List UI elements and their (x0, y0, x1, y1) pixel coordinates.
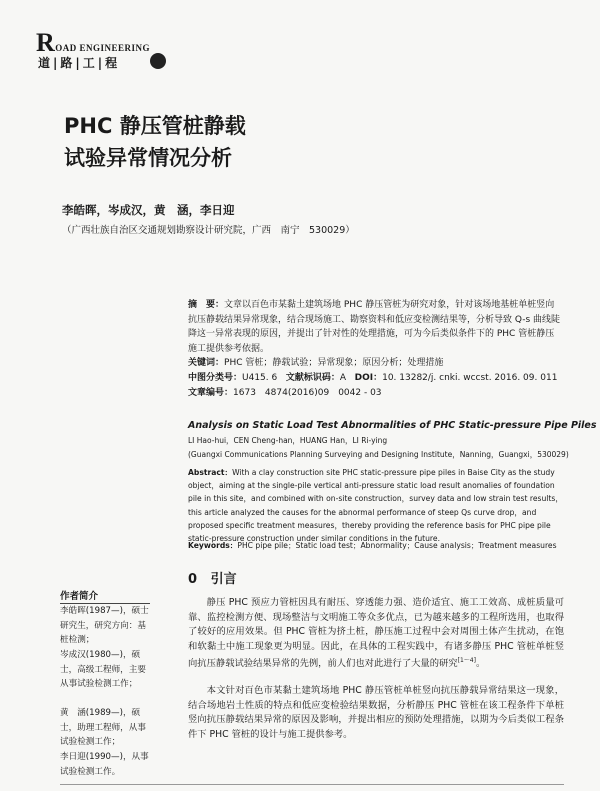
footer-divider (60, 784, 564, 785)
author-bio-1: 李皓晖(1987—)，硕士研究生，研究方向：基桩检测； (60, 606, 149, 646)
abstract-label: 摘 要： (188, 300, 225, 310)
article-number-line (188, 386, 560, 401)
reference-citation: [1～4] (457, 657, 476, 665)
section-heading (188, 568, 237, 587)
english-abstract-label: Abstract： (188, 468, 233, 477)
abstract-body: 文章以百色市某黏土建筑场地 PHC 静压管桩为研究对象，针对该场地基桩单桩竖向抗压静载结果异常现象，结合现场施工、勘察资料和低应变检测结果等，分析导致 Q-s 曲线陡降这一异常表现的原因，并提出了针对性的处理措施，可为今后类似条件下的 PHC 管桩静压施工提供参考依据。 (188, 300, 560, 354)
english-abstract-body: With a clay construction site PHC static-pressure pipe piles in Baise City as the study object，aiming at the single-pile vertical anti-pressure static load result anomalies of foundation pile in this site，and combined with on-site construction，survey data and low strain test results，this article analyzed the causes for the abnormal performance of steep Qs curve drop，and proposed specific treatment measures，thereby providing the reference basis for PHC pipe pile static-pressure construction under similar conditions in the future. (188, 468, 563, 544)
article-label: 文章编号： (188, 388, 234, 398)
journal-initial: R (36, 28, 56, 57)
author-bio-4: 李日迎(1990—)，从事试验检测工作。 (60, 752, 149, 777)
author-list: 李皓晖，岑成汉，黄 涵，李日迎 (62, 203, 235, 217)
doi-value: 10. 13282/j. cnki. wccst. 2016. 09. 011 (382, 373, 558, 383)
paragraph-1-text: 静压 PHC 预应力管桩因具有耐压、穿透能力强、造价适宜、施工工效高、成桩质量可靠、监控检测方便、现场整洁与文明施工等众多优点，已为越来越多的工程所选用，也取得了较好的应用效果。但 PHC 管桩为挤土桩，静压施工过程中会对周围土体产生扰动，在饱和软黏土中施工现象更为明显。因此，在具体的工程实践中，有诸多静压 PHC 管桩单桩竖向抗压静载试验结果异常的先例，前人们也对此进行了大量的研究 (188, 597, 564, 670)
journal-badge-icon (150, 53, 166, 69)
english-keywords (188, 540, 564, 551)
article-value: 1673 4874(2016)09 0042 - 03 (233, 388, 382, 398)
title-line-2: 试验异常情况分析 (64, 146, 232, 170)
journal-name-rest: OAD ENGINEERING (55, 43, 151, 53)
doc-value: A (339, 373, 347, 383)
english-authors: LI Hao-hui，CEN Cheng-han，HUANG Han，LI Ri-ying (188, 436, 388, 445)
section-title: 引言 (210, 572, 237, 587)
english-keywords-body: PHC pipe pile；Static load test；Abnormality；Cause analysis；Treatment measures (237, 541, 557, 550)
english-affiliation: (Guangxi Communications Planning Surveying and Designing Institute，Nanning，Guangxi，530029) (188, 450, 569, 459)
english-abstract (188, 466, 564, 545)
classification-line (188, 371, 560, 386)
author-bio-3: 黄 涵(1989—)，硕士，助理工程师，从事试验检测工作； (60, 708, 146, 748)
affiliation: （广西壮族自治区交通规划勘察设计研究院，广西 南宁 530029） (62, 225, 355, 236)
abstract-cn (188, 298, 560, 401)
english-title: Analysis on Static Load Test Abnormalities of PHC Static-pressure Pipe Piles (188, 420, 597, 431)
paragraph-1-end: 。 (475, 658, 486, 670)
clc-value: U415. 6 (242, 373, 278, 383)
author-bio-2: 岑成汉(1980—)，硕士，高级工程师，主要从事试验检测工作； (60, 650, 146, 690)
abstract-text (188, 298, 560, 356)
clc-label: 中图分类号： (188, 373, 243, 383)
keywords-label: 关键词： (188, 358, 225, 368)
author-bio-heading: 作者简介 (60, 588, 150, 604)
body-paragraph-1 (188, 596, 564, 672)
body-paragraph-2: 本文针对百色市某黏土建筑场地 PHC 静压管桩单桩竖向抗压静载异常结果这一现象，结合场地岩土性质的特点和低应变检验结果数据，分析静压 PHC 管桩在该工程条件下单桩竖向抗压静载结果异常的原因及影响，并提出相应的预防处理措施，以期为今后类似工程条件下 PHC 管桩的设计与施工提供参考。 (188, 685, 564, 740)
doi-label: DOI： (354, 373, 383, 383)
section-number: 0 (188, 572, 198, 587)
title-line-1: PHC 静压管桩静载 (64, 114, 246, 138)
keywords: PHC 管桩；静载试验；异常现象；原因分析；处理措施 (224, 358, 444, 368)
english-keywords-label: Keywords： (188, 541, 238, 550)
paper-title (64, 110, 246, 174)
keywords-line (188, 356, 560, 371)
journal-name-cn: 道|路|工|程 (38, 56, 121, 70)
doc-label: 文献标识码： (285, 373, 340, 383)
